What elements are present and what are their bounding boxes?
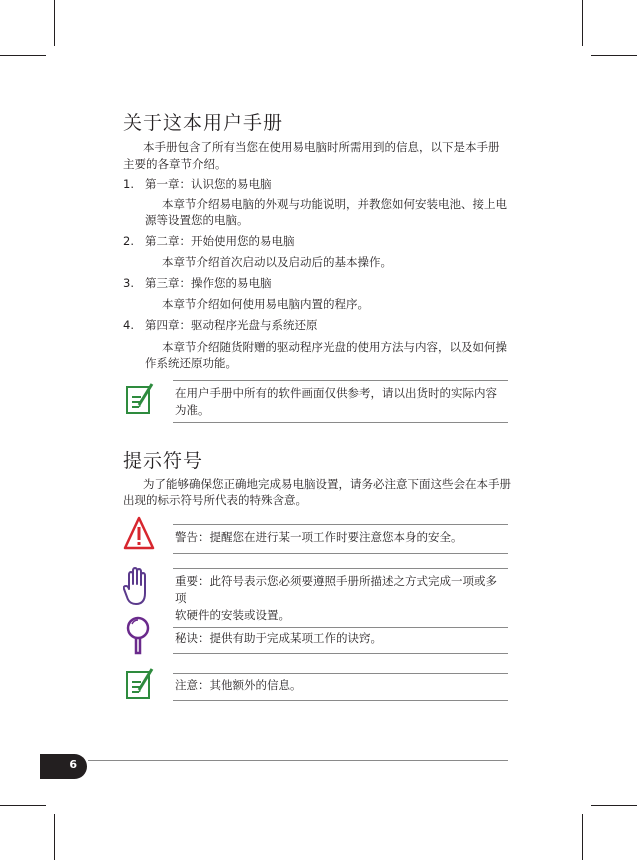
crop-mark: [0, 55, 46, 56]
note-text: 在用户手册中所有的软件画面仅供参考，请以出货时的实际内容: [175, 386, 497, 400]
section-title-about-manual: 关于这本用户手册: [123, 112, 284, 134]
crop-mark: [54, 0, 55, 46]
crop-mark: [582, 814, 583, 860]
chapter-title: 第三章：操作您的易电脑: [145, 276, 272, 290]
intro-text: 本手册包含了所有当您在使用易电脑时所需用到的信息，以下是本手册: [143, 140, 500, 154]
important-text: 重要：此符号表示您必须要遵照手册所描述之方式完成一项或多项: [175, 574, 497, 605]
note-box: [173, 673, 508, 701]
note-box: [173, 380, 508, 423]
note-text: 注意：其他额外的信息。: [175, 678, 302, 692]
intro-text: 出现的标示符号所代表的特殊含意。: [123, 493, 307, 507]
page-number: 6: [69, 758, 77, 771]
chapter-title: 第二章：开始使用您的易电脑: [145, 234, 295, 248]
chapter-desc: 本章节介绍首次启动以及启动后的基本操作。: [162, 255, 392, 269]
chapter-desc: 本章节介绍如何使用易电脑内置的程序。: [162, 297, 369, 311]
chapter-title: 第四章：驱动程序光盘与系统还原: [145, 318, 318, 332]
page-number-tab: [40, 754, 87, 779]
crop-mark: [591, 805, 637, 806]
chapter-desc: 作系统还原功能。: [145, 356, 237, 370]
crop-mark: [54, 814, 55, 860]
intro-text: 为了能够确保您正确地完成易电脑设置，请务必注意下面这些会在本手册: [143, 477, 511, 491]
chapter-desc: 本章节介绍随货附赠的驱动程序光盘的使用方法与内容，以及如何操: [162, 340, 507, 354]
warning-box: [173, 524, 508, 554]
footer-divider: [88, 760, 508, 761]
chapter-number: 1.: [123, 177, 134, 191]
chapter-desc: 源等设置您的电脑。: [145, 213, 249, 227]
note-pencil-icon: [125, 381, 155, 419]
section-title-symbols: 提示符号: [123, 450, 204, 472]
note-pencil-icon: [125, 666, 155, 704]
chapter-number: 3.: [123, 276, 134, 290]
warning-triangle-icon: [123, 516, 155, 556]
intro-text: 主要的各章节介绍。: [123, 157, 227, 171]
crop-mark: [591, 55, 637, 56]
crop-mark: [582, 0, 583, 46]
important-text: 软硬件的安装或设置。: [175, 608, 290, 622]
warning-text: 警告：提醒您在进行某一项工作时要注意您本身的安全。: [175, 530, 463, 544]
chapter-title: 第一章：认识您的易电脑: [145, 177, 272, 191]
note-text: 为准。: [175, 403, 210, 417]
crop-mark: [0, 805, 46, 806]
chapter-number: 2.: [123, 234, 134, 248]
chapter-number: 4.: [123, 318, 134, 332]
magnifier-icon: [123, 616, 153, 660]
important-box: [173, 568, 508, 628]
chapter-desc: 本章节介绍易电脑的外观与功能说明，并教您如何安装电池、接上电: [162, 197, 507, 211]
tip-text: 秘诀：提供有助于完成某项工作的诀窍。: [175, 631, 382, 645]
tip-box: [173, 627, 508, 654]
stop-hand-icon: [123, 567, 151, 611]
